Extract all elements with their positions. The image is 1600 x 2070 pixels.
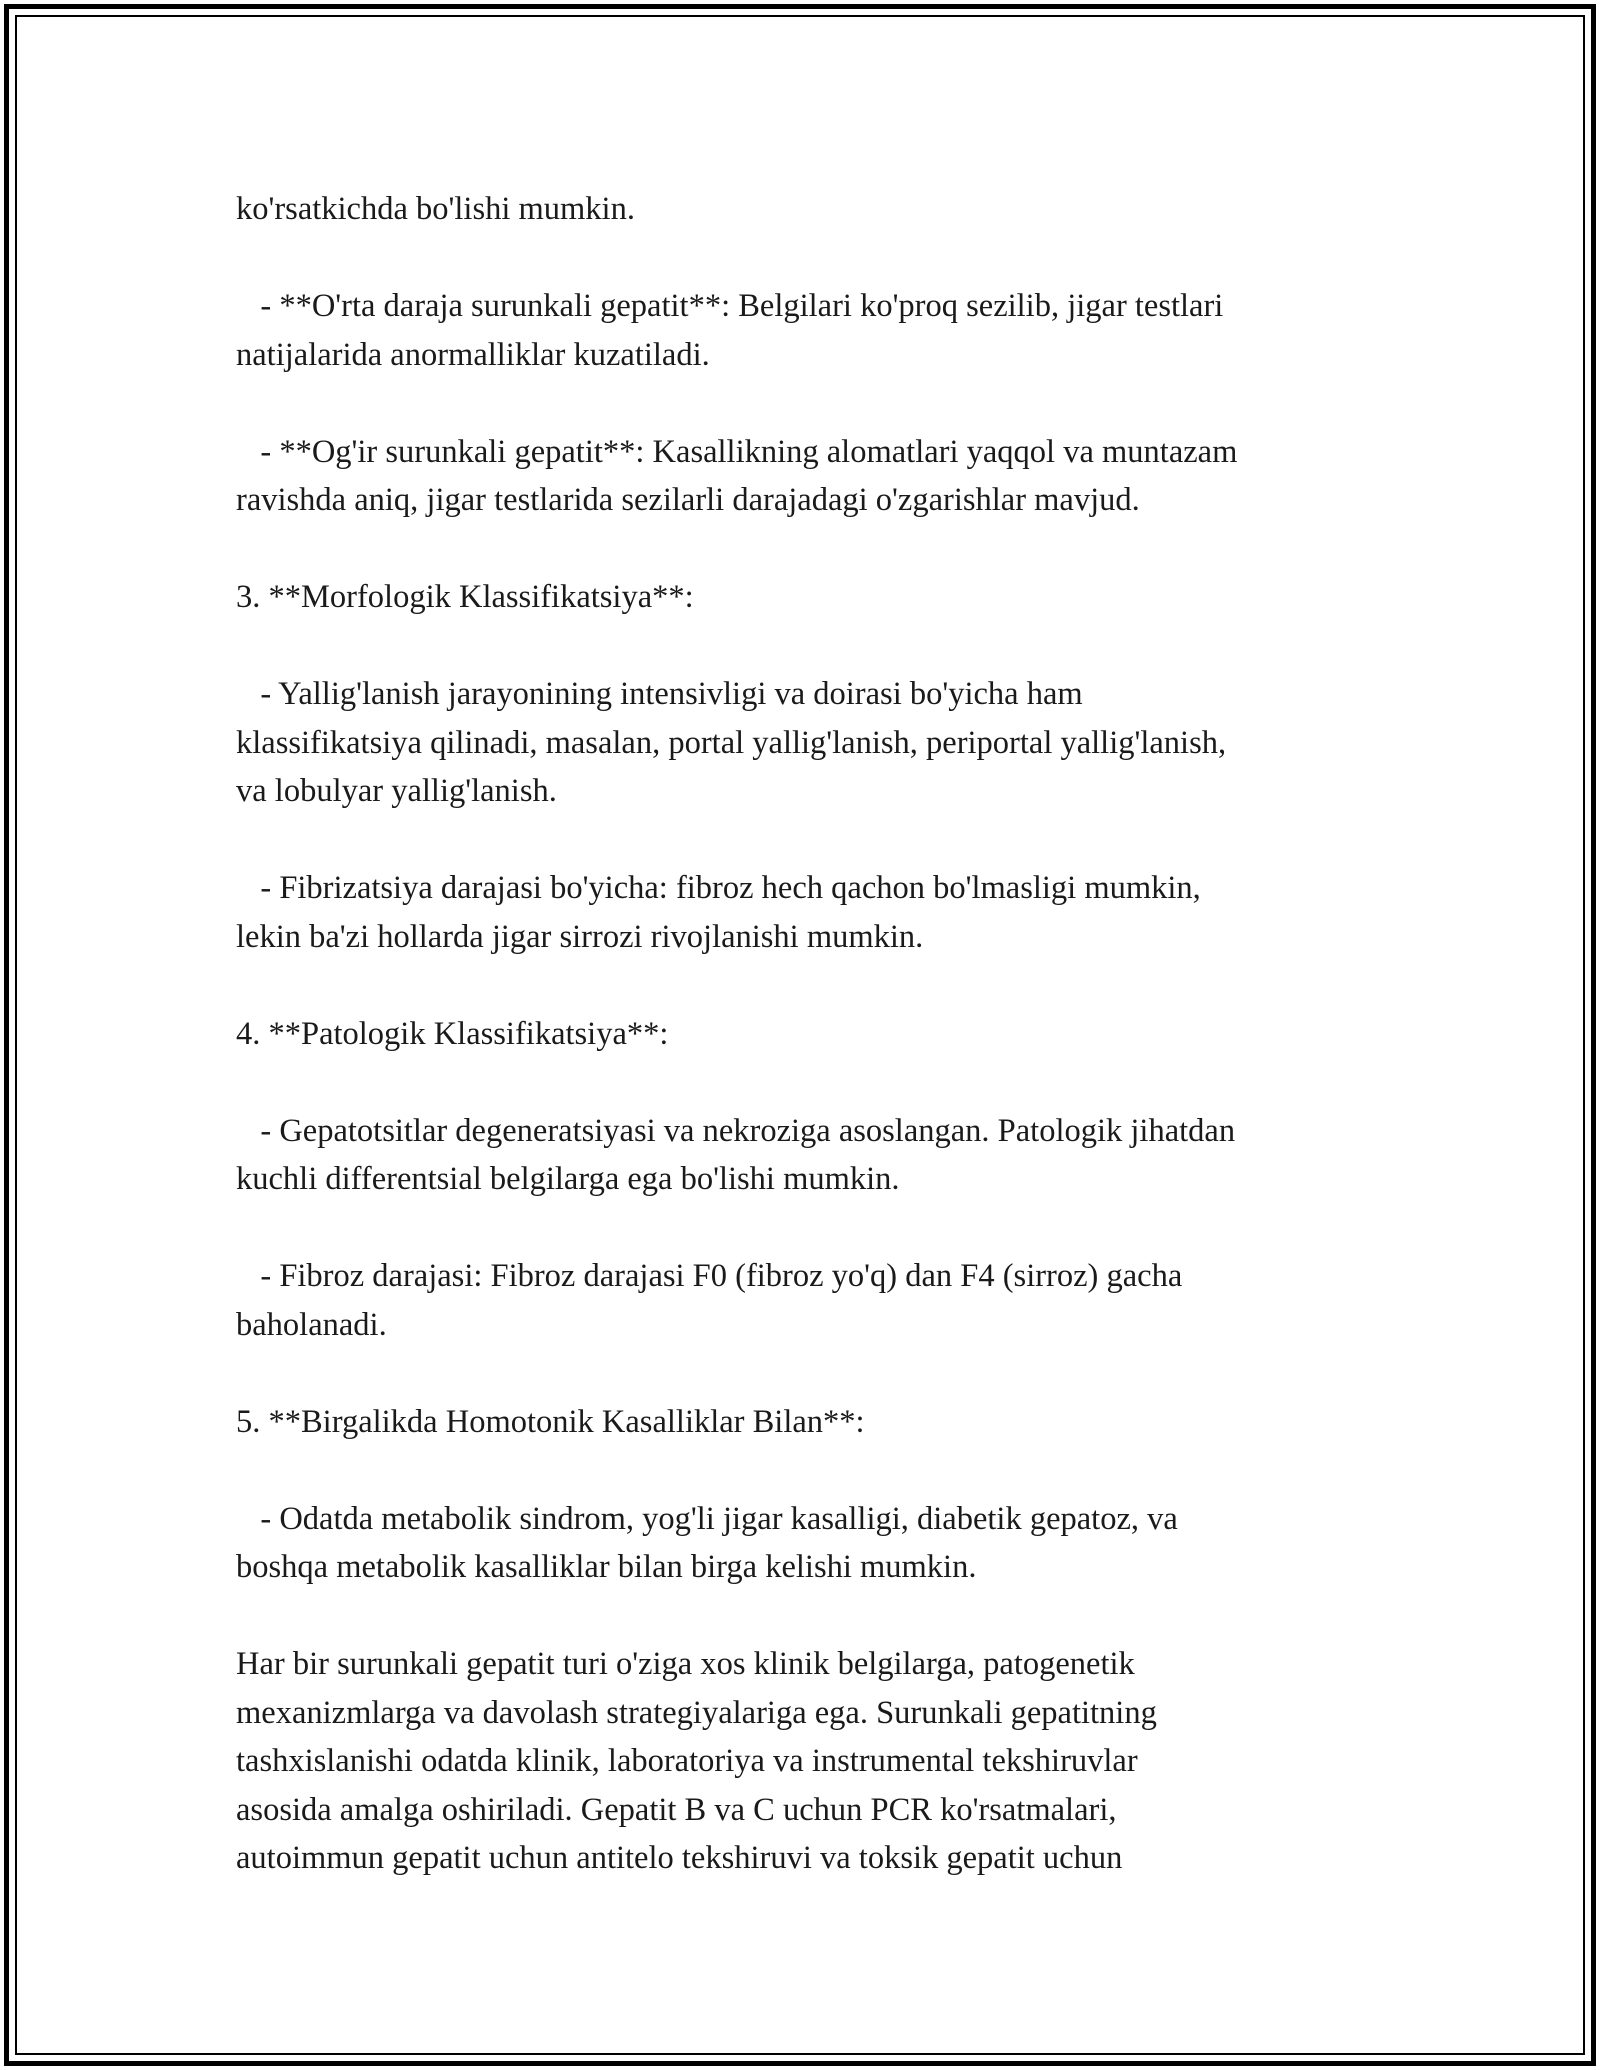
text-line: 3. **Morfologik Klassifikatsiya**:	[236, 579, 694, 615]
paragraph-gap	[236, 1592, 1386, 1641]
paragraph	[236, 1010, 1386, 1059]
text-line: - **O'rta daraja surunkali gepatit**: Belgilari ko'proq sezilib, jigar testlari	[236, 288, 1224, 324]
text-line: ravishda aniq, jigar testlarida sezilarli darajadagi o'zgarishlar mavjud.	[236, 482, 1140, 518]
paragraph	[236, 573, 1386, 622]
paragraph	[236, 670, 1386, 816]
paragraph	[236, 1398, 1386, 1447]
paragraph-gap	[236, 525, 1386, 574]
paragraph-gap	[236, 379, 1386, 428]
paragraph-gap	[236, 816, 1386, 865]
paragraph-gap	[236, 1446, 1386, 1495]
text-line: autoimmun gepatit uchun antitelo tekshiruvi va toksik gepatit uchun	[236, 1840, 1123, 1876]
paragraph	[236, 1495, 1386, 1592]
paragraph-gap	[236, 234, 1386, 283]
paragraph-gap	[236, 1204, 1386, 1253]
text-line: - **Og'ir surunkali gepatit**: Kasallikning alomatlari yaqqol va muntazam	[236, 433, 1238, 470]
text-line: - Fibroz darajasi: Fibroz darajasi F0 (fibroz yo'q) dan F4 (sirroz) gacha	[236, 1258, 1183, 1294]
text-line: baholanadi.	[236, 1306, 387, 1343]
text-line: mexanizmlarga va davolash strategiyalariga ega. Surunkali gepatitning	[236, 1694, 1157, 1731]
text-line: tashxislanishi odatda klinik, laboratoriya va instrumental tekshiruvlar	[236, 1743, 1138, 1779]
text-line: - Gepatotsitlar degeneratsiyasi va nekroziga asoslangan. Patologik jihatdan	[236, 1112, 1236, 1149]
text-line: lekin ba'zi hollarda jigar sirrozi rivojlanishi mumkin.	[236, 918, 924, 955]
text-line: kuchli differentsial belgilarga ega bo'lishi mumkin.	[236, 1161, 900, 1197]
document-body	[236, 185, 1386, 1883]
paragraph	[236, 864, 1386, 961]
paragraph-gap	[236, 1058, 1386, 1107]
paragraph	[236, 185, 1386, 234]
paragraph-gap	[236, 622, 1386, 671]
paragraph-gap	[236, 961, 1386, 1010]
paragraph	[236, 1107, 1386, 1204]
text-line: ko'rsatkichda bo'lishi mumkin.	[236, 191, 635, 227]
text-line: natijalarida anormalliklar kuzatiladi.	[236, 336, 710, 373]
paragraph	[236, 282, 1386, 379]
text-line: - Yallig'lanish jarayonining intensivligi va doirasi bo'yicha ham	[236, 676, 1083, 712]
text-line: Har bir surunkali gepatit turi o'ziga xos klinik belgilarga, patogenetik	[236, 1646, 1135, 1682]
text-line: - Fibrizatsiya darajasi bo'yicha: fibroz hech qachon bo'lmasligi mumkin,	[236, 870, 1201, 906]
text-line: boshqa metabolik kasalliklar bilan birga kelishi mumkin.	[236, 1549, 977, 1585]
text-line: - Odatda metabolik sindrom, yog'li jigar kasalligi, diabetik gepatoz, va	[236, 1500, 1178, 1537]
text-line: klassifikatsiya qilinadi, masalan, portal yallig'lanish, periportal yallig'lanish,	[236, 724, 1227, 761]
text-line: 5. **Birgalikda Homotonik Kasalliklar Bilan**:	[236, 1403, 865, 1440]
paragraph	[236, 428, 1386, 525]
paragraph-gap	[236, 1349, 1386, 1398]
text-line: 4. **Patologik Klassifikatsiya**:	[236, 1015, 669, 1052]
text-line: va lobulyar yallig'lanish.	[236, 773, 557, 809]
paragraph	[236, 1252, 1386, 1349]
text-line: asosida amalga oshiriladi. Gepatit B va C uchun PCR ko'rsatmalari,	[236, 1791, 1117, 1828]
paragraph	[236, 1640, 1386, 1883]
